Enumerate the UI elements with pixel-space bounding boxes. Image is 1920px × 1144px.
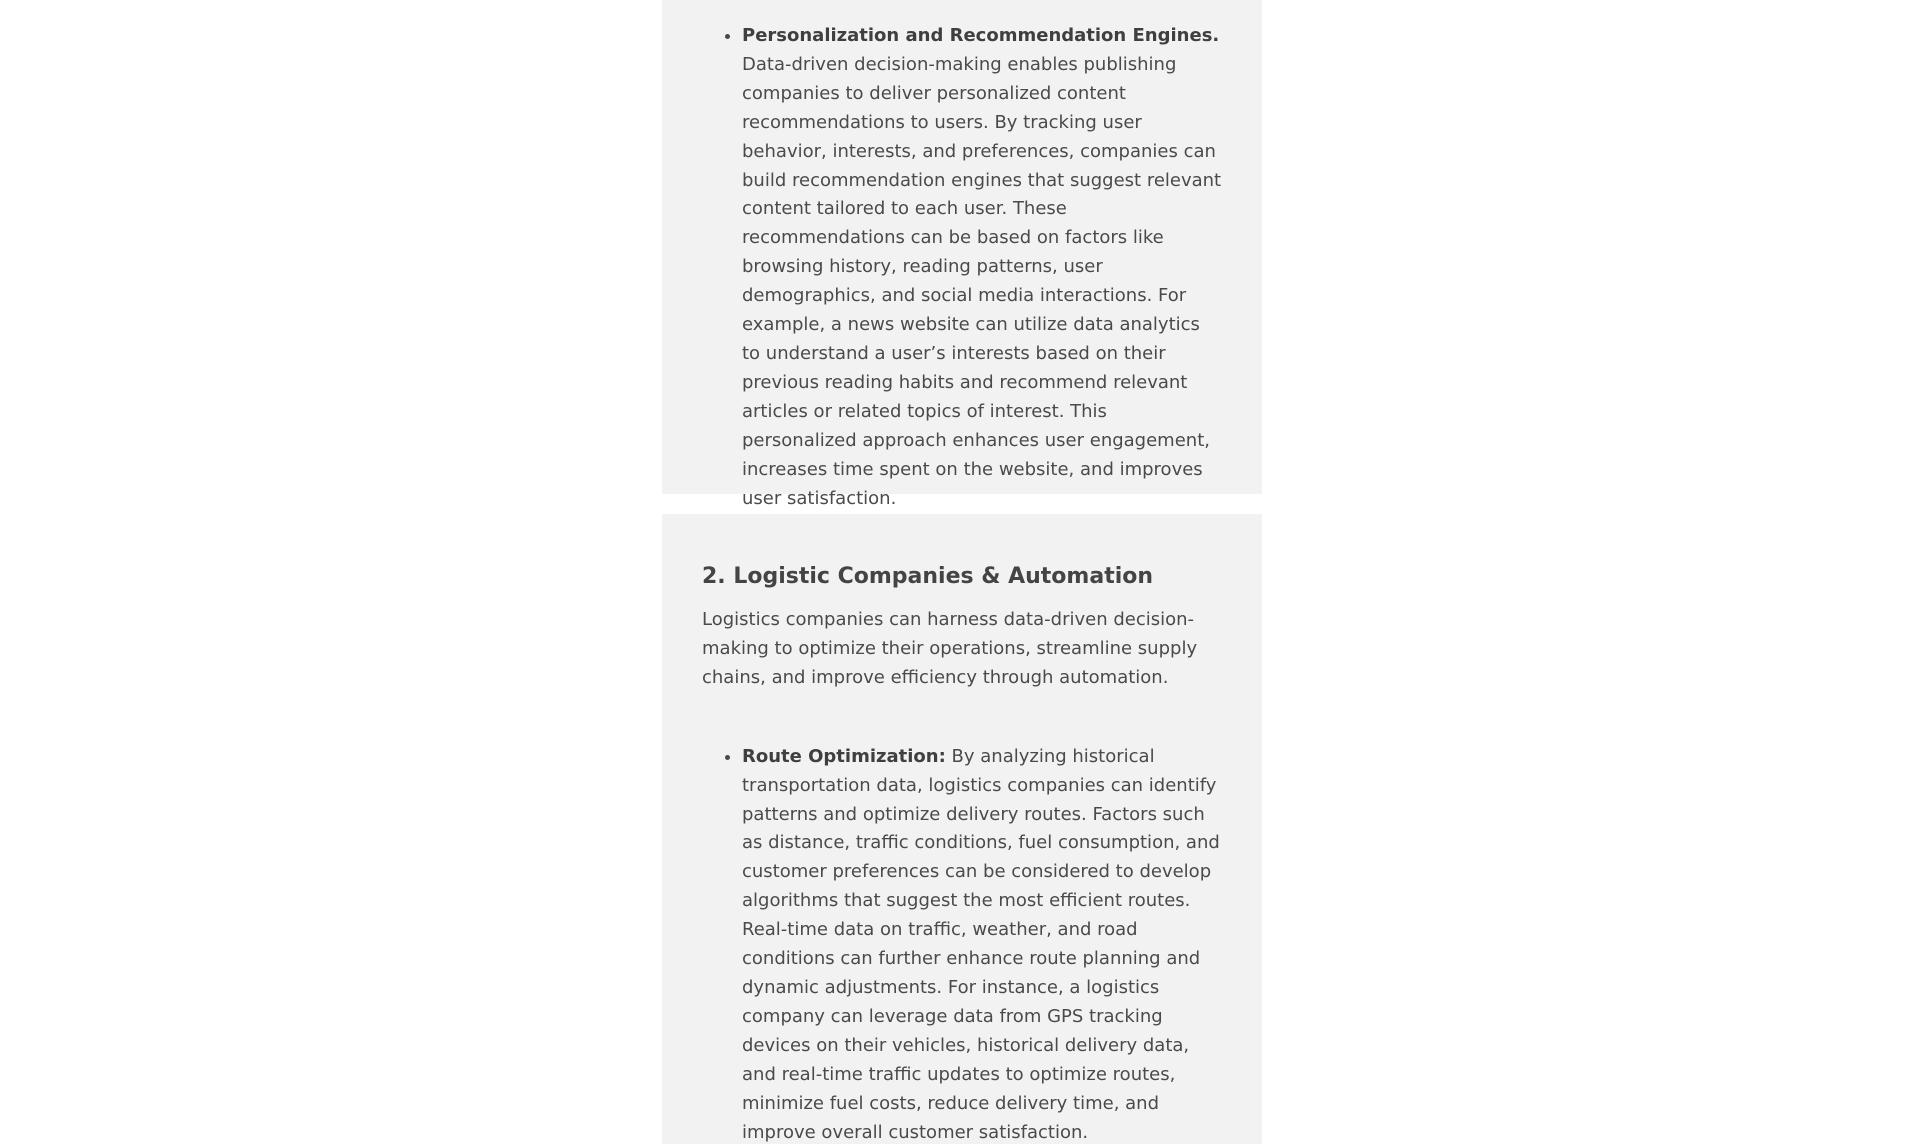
list-item bbox=[742, 22, 1222, 513]
list-item bbox=[742, 743, 1222, 1144]
section-intro: Logistics companies can harness data-driven decision-making to optimize their operations, streamline supply chains, and improve efficiency through automation. bbox=[702, 609, 1198, 688]
section-heading: 2. Logistic Companies & Automation bbox=[702, 564, 1154, 589]
bullet-text: By analyzing historical transportation data, logistics companies can identify patterns and optimize delivery routes. Factors such as distance, traffic conditions, fuel consumption, and customer preferences can be considered to develop algorithms that suggest the most efficient routes. Real-time data on traffic, weather, and road conditions can further enhance route planning and dynamic adjustments. For instance, a logistics company can leverage data from GPS tracking devices on their vehicles, historical delivery data, and real-time traffic updates to optimize routes, minimize fuel costs, reduce delivery time, and improve overall customer satisfaction. bbox=[742, 745, 1220, 1143]
bullet-text: Data-driven decision-making enables publishing companies to deliver personalized content recommendations to users. By tracking user behavior, interests, and preferences, companies can build recommendation engines that suggest relevant content tailored to each user. These recommendations can be based on factors like browsing history, reading patterns, user demographics, and social media interactions. For example, a news website can utilize data analytics to understand a user’s interests based on their previous reading habits and recommend relevant articles or related topics of interest. This personalized approach enhances user engagement, increases time spent on the website, and improves user satisfaction. bbox=[742, 53, 1222, 509]
bullet-title: Personalization and Recommendation Engines. bbox=[742, 25, 1220, 46]
logistics-section-card bbox=[662, 514, 1262, 1144]
bullet-list bbox=[702, 743, 1222, 1144]
publishing-section-card bbox=[662, 0, 1262, 509]
bullet-list bbox=[702, 22, 1222, 513]
bullet-title: Route Optimization: bbox=[742, 745, 946, 767]
